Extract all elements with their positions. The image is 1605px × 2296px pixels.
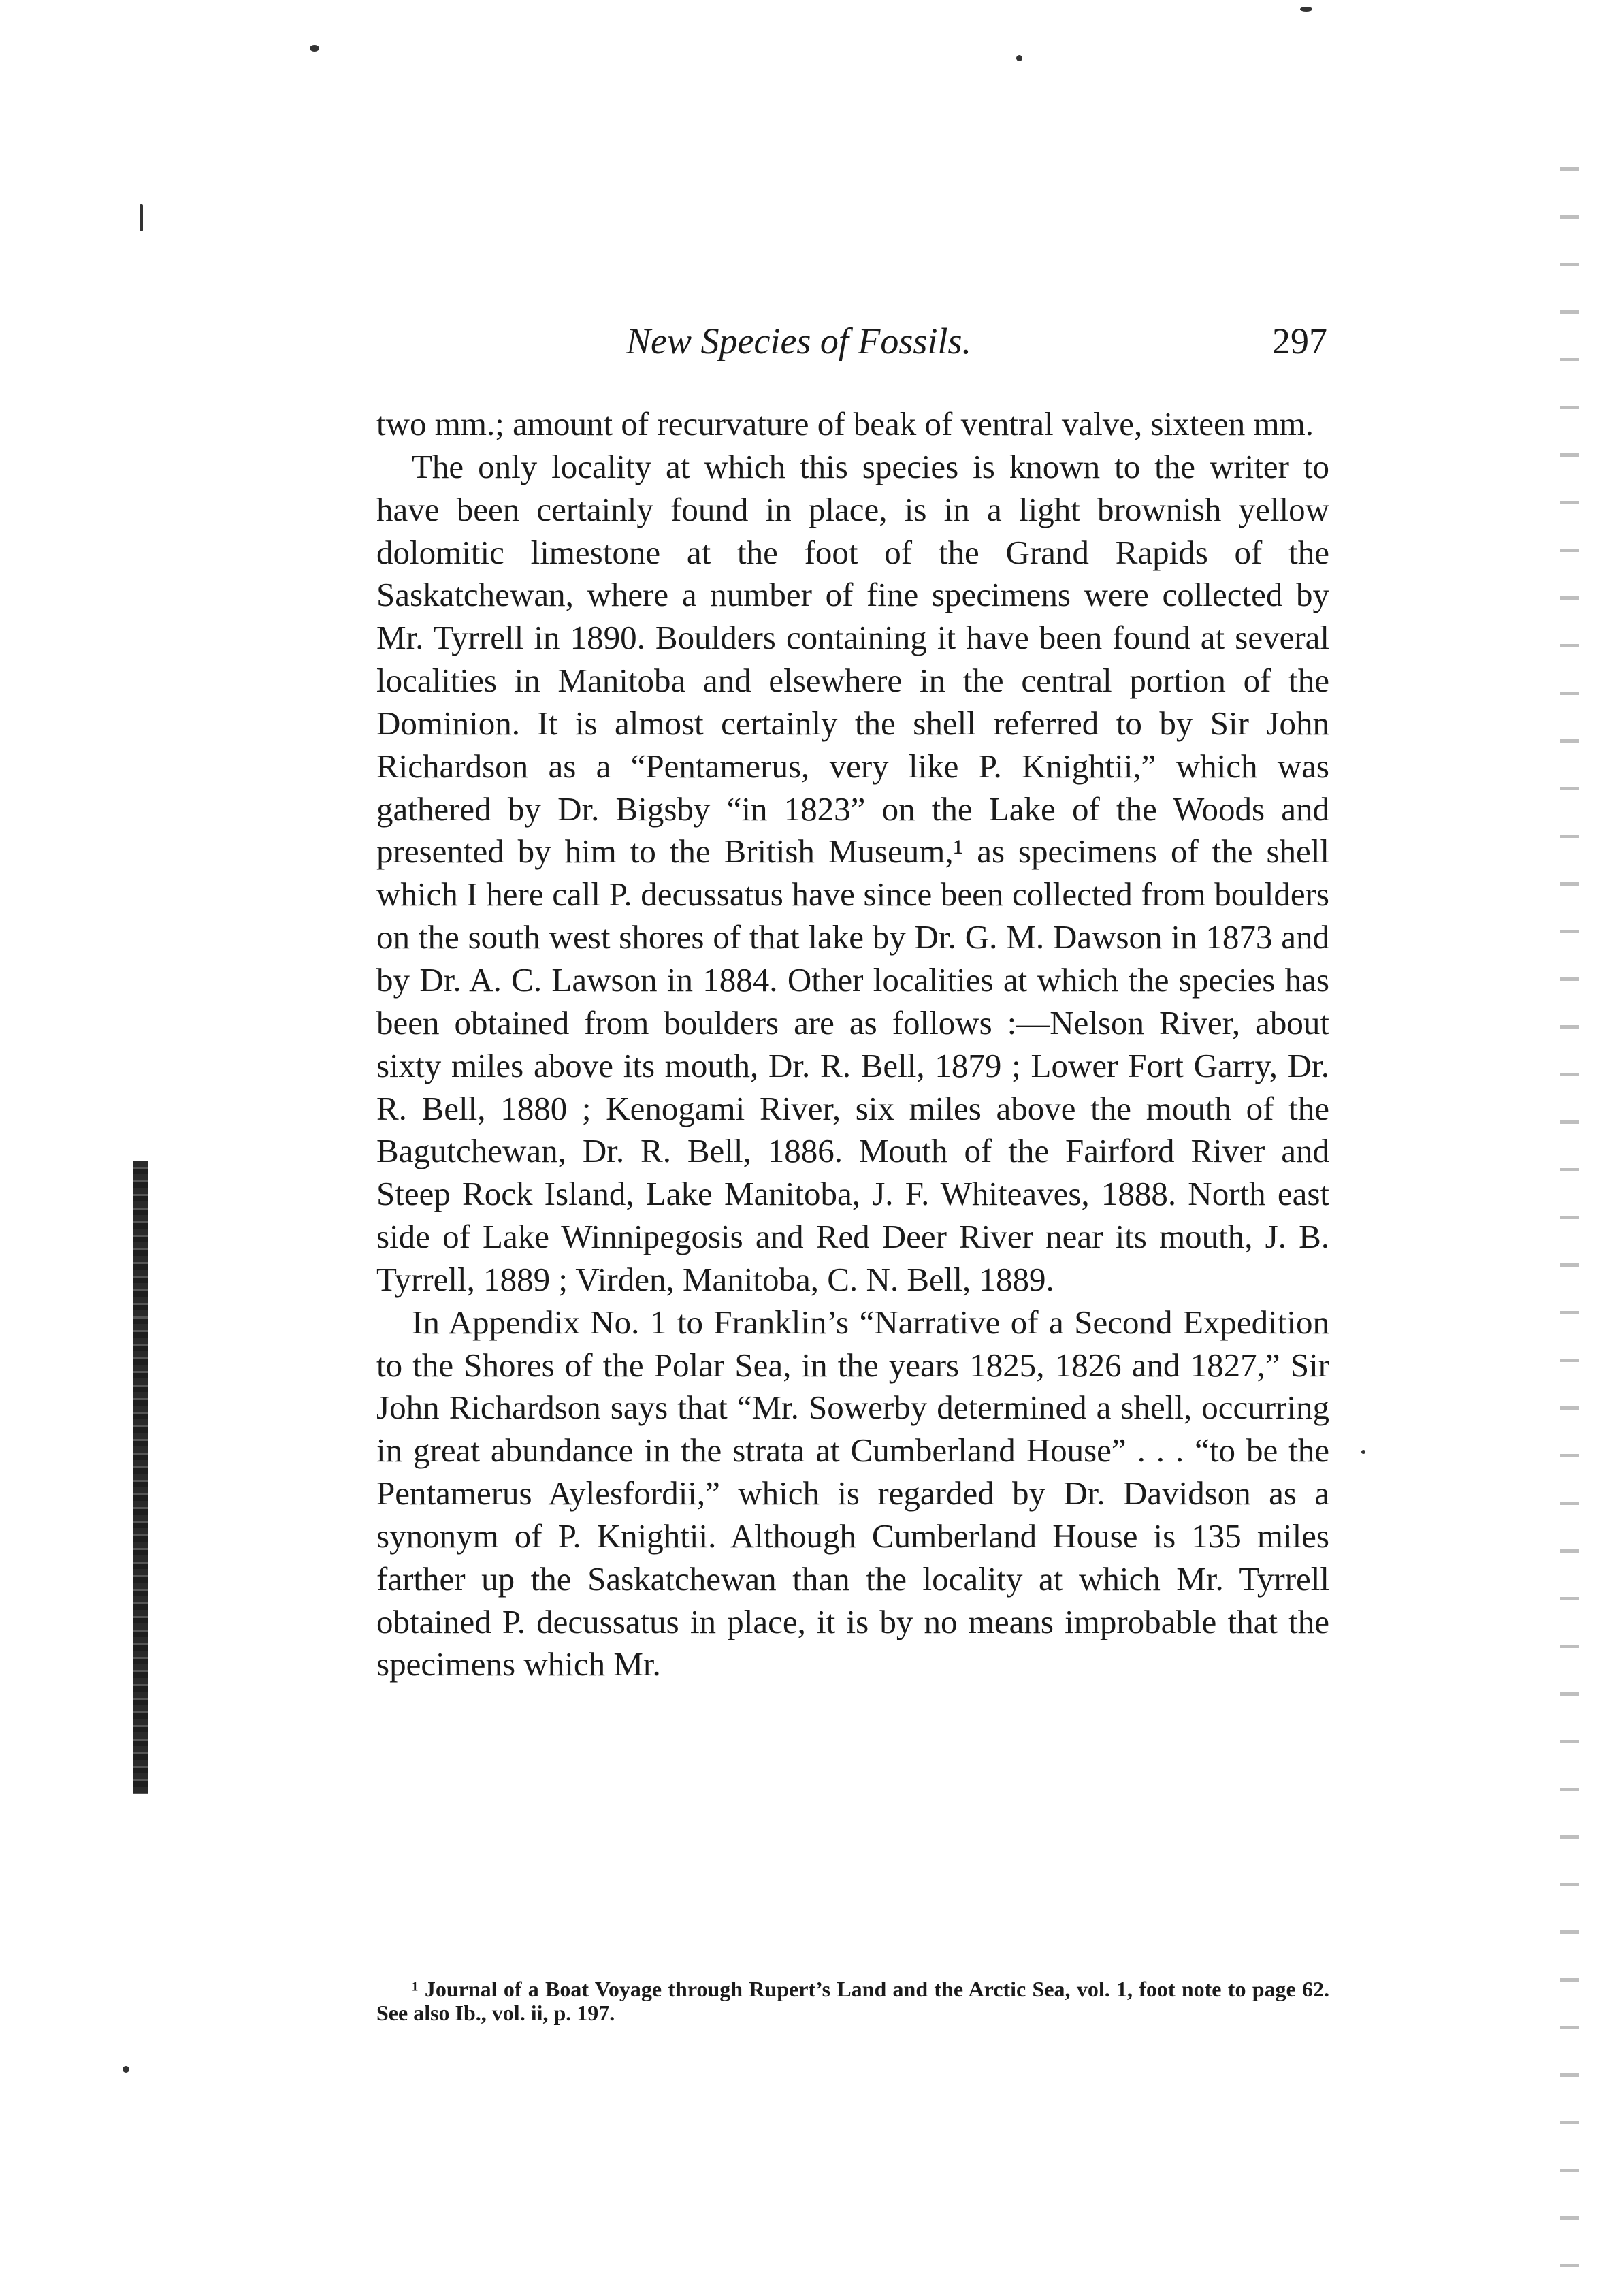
paragraph: two mm.; amount of recurvature of beak of ventral valve, sixteen mm. <box>376 405 1314 442</box>
footnote-text: ¹ Journal of a Boat Voyage through Rupert’s Land and the Arctic Sea, vol. 1, foot note to page 62. See also Ib., vol. ii, p. 197. <box>376 1977 1329 2025</box>
paragraph: The only locality at which this species is known to the writer to have been certainly found in place, is in a light brownish yellow dolomitic limestone at the foot of the Grand Rapids of the Saskatchewan, where a number of fine specimens were collected by Mr. Tyrrell in 1890. Boulders containing it have been found at several localities in Manitoba and elsewhere in the central portion of the Dominion. It is almost certainly the shell referred to by Sir John Richardson as a “Pentamerus, very like P. Knightii,” which was gathered by Dr. Bigsby “in 1823” on the Lake of the Woods and presented by him to the British Museum,¹ as specimens of the shell which I here call P. decussatus have since been collected from boulders on the south west shores of that lake by Dr. G. M. Dawson in 1873 and by Dr. A. C. Lawson in 1884. Other localities at which the species has been obtained from boulders are as follows :—Nelson River, about sixty miles above its mouth, Dr. R. Bell, 1879 ; Lower Fort Garry, Dr. R. Bell, 1880 ; Kenogami River, six miles above the mouth of the Bagutchewan, Dr. R. Bell, 1886. Mouth of the Fairford River and Steep Rock Island, Lake Manitoba, J. F. Whiteaves, 1888. North east side of Lake Winnipegosis and Red Deer River near its mouth, J. B. Tyrrell, 1889 ; Virden, Manitoba, C. N. Bell, 1889. <box>376 447 1329 1298</box>
scan-speck <box>140 204 143 231</box>
footnote <box>376 1977 1329 2025</box>
scan-speck <box>1016 55 1022 61</box>
page-number: 297 <box>1272 321 1327 361</box>
scan-edge-mark-left <box>133 1161 148 1794</box>
page-header <box>626 320 1327 381</box>
scan-speck <box>310 45 319 52</box>
paragraph: In Appendix No. 1 to Franklin’s “Narrative of a Second Expedition to the Shores of the Polar Sea, in the years 1825, 1826 and 1827,” Sir John Richardson says that “Mr. Sowerby determined a shell, occurring in great abundance in the strata at Cumberland House” . . . “to be the Pentamerus Aylesfordii,” which is regarded by Dr. Davidson as a synonym of P. Knightii. Although Cumberland House is 135 miles farther up the Saskatchewan than the locality at which Mr. Tyrrell obtained P. decussatus in place, it is by no means improbable that the specimens which Mr. <box>376 1303 1329 1683</box>
scan-edge-mark-right <box>1560 150 1579 2280</box>
scan-speck <box>1361 1450 1365 1454</box>
scan-speck <box>123 2066 129 2073</box>
scan-speck <box>1300 7 1312 12</box>
body-text <box>376 403 1329 1686</box>
running-title: New Species of Fossils. <box>626 321 971 361</box>
